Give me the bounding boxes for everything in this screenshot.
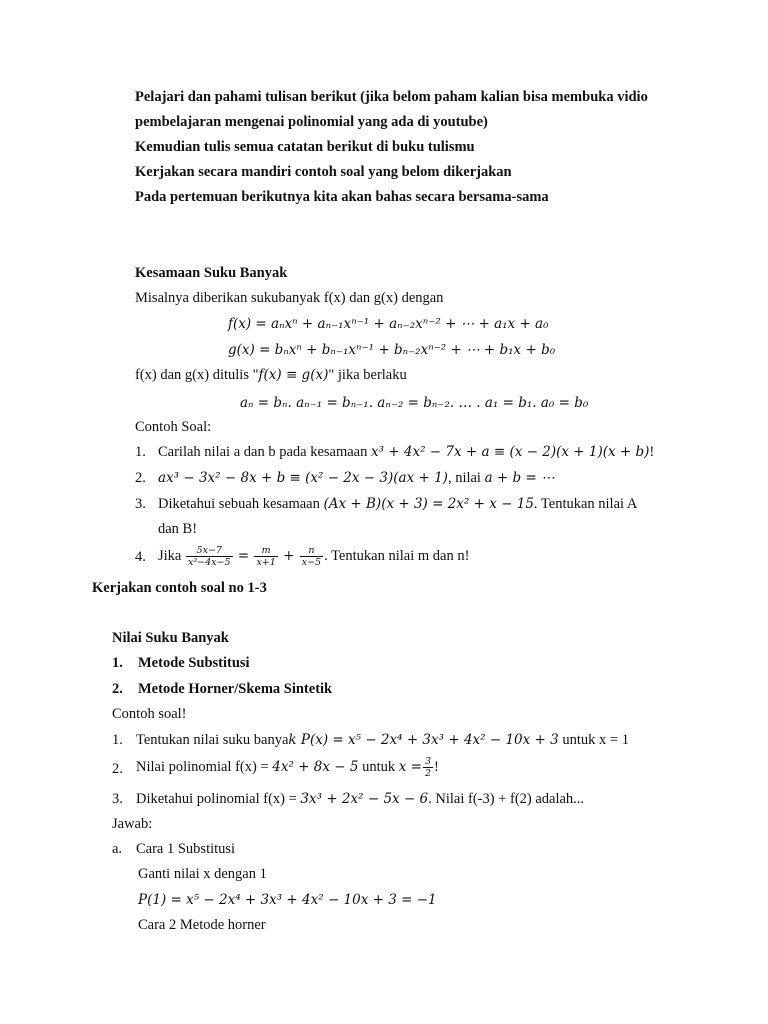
intro-line-5: Pada pertemuan berikutnya kita akan bahas secara bersama-sama (135, 189, 549, 205)
cara-2-heading: Cara 2 Metode horner (138, 917, 266, 933)
fraction-3: $\frac{n}{x-5}$ (301, 545, 322, 569)
nilai-example-2: Nilai polinomial f(x) = 4x² + 8x − 5 untuk x = $\frac{3}{2}$ ! (136, 756, 439, 780)
intro-line-4: Kerjakan secara mandiri contoh soal yang belom dikerjakan (135, 164, 512, 180)
condition-formula: aₙ = bₙ. aₙ₋₁ = bₙ₋₁. aₙ₋₂ = bₙ₋₂. … . a₁ = b₁. a₀ = b₀ (240, 395, 589, 411)
section-title-nilai: Nilai Suku Banyak (112, 630, 229, 646)
example-2: ax³ − 3x² − 8x + b ≡ (x² − 2x − 3)(ax + 1), nilai a + b = ⋯ (158, 470, 555, 486)
nilai-example-1-number: 1. (112, 732, 123, 748)
replace-instruction: Ganti nilai x dengan 1 (138, 866, 267, 882)
example-3-number: 3. (135, 496, 146, 512)
cara-1-letter: a. (112, 841, 123, 857)
written-statement: f(x) dan g(x) ditulis "f(x) ≡ g(x)" jika berlaku (135, 367, 407, 383)
formula-fx: f(x) = aₙxⁿ + aₙ₋₁xⁿ⁻¹ + aₙ₋₂xⁿ⁻² + ⋯ + a₁x + a₀ (228, 316, 549, 332)
example-3-continuation: dan B! (158, 521, 198, 537)
method-1-number: 1. (112, 655, 123, 671)
formula-gx: g(x) = bₙxⁿ + bₙ₋₁xⁿ⁻¹ + bₙ₋₂xⁿ⁻² + ⋯ + b₁x + b₀ (228, 342, 556, 358)
example-4: Jika $\frac{5x-7}{\text{x²−4x−5}}$ = $\frac{m}{x+1}$ + $\frac{n}{x-5}$ . Tentukan nilai m dan n! (158, 545, 470, 569)
nilai-example-3-number: 3. (112, 791, 123, 807)
example-3: Diketahui sebuah kesamaan (Ax + B)(x + 3) = 2x² + x − 15. Tentukan nilai A (158, 496, 638, 512)
example-1: Carilah nilai a dan b pada kesamaan x³ + 4x² − 7x + a ≡ (x − 2)(x + 1)(x + b)! (158, 444, 655, 460)
section-title-kesamaan: Kesamaan Suku Banyak (135, 265, 288, 281)
intro-line-1: Pelajari dan pahami tulisan berikut (jika belom paham kalian bisa membuka vidio (135, 89, 648, 105)
nilai-example-2-number: 2. (112, 761, 123, 777)
example-label-2: Contoh soal! (112, 706, 187, 722)
example-label-1: Contoh Soal: (135, 419, 212, 435)
task-heading: Kerjakan contoh soal no 1-3 (92, 580, 267, 596)
answer-label: Jawab: (112, 816, 153, 832)
nilai-example-1: Tentukan nilai suku banyak P(x) = x⁵ − 2x⁴ + 3x³ + 4x² − 10x + 3 untuk x = 1 (136, 732, 629, 748)
p1-calculation: P(1) = x⁵ − 2x⁴ + 3x³ + 4x² − 10x + 3 = −1 (138, 892, 437, 908)
example-2-number: 2. (135, 470, 146, 486)
example-4-number: 4. (135, 549, 146, 565)
fraction-2: $\frac{m}{x+1}$ (256, 545, 276, 569)
intro-line-2: pembelajaran mengenai polinomial yang ada di youtube) (135, 114, 488, 130)
method-2-number: 2. (112, 681, 123, 697)
intro-line-3: Kemudian tulis semua catatan berikut di buku tulismu (135, 139, 475, 155)
fraction-three-halves: $\frac{3}{2}$ (424, 756, 431, 780)
method-2: Metode Horner/Skema Sintetik (138, 681, 333, 697)
example-1-number: 1. (135, 444, 146, 460)
given-text: Misalnya diberikan sukubanyak f(x) dan g(x) dengan (135, 290, 444, 306)
cara-1-heading: Cara 1 Substitusi (136, 841, 236, 857)
nilai-example-3: Diketahui polinomial f(x) = 3x³ + 2x² − 5x − 6. Nilai f(-3) + f(2) adalah... (136, 791, 585, 807)
method-1: Metode Substitusi (138, 655, 250, 671)
fraction-1: $\frac{5x-7}{\text{x²−4x−5}}$ (187, 545, 231, 569)
